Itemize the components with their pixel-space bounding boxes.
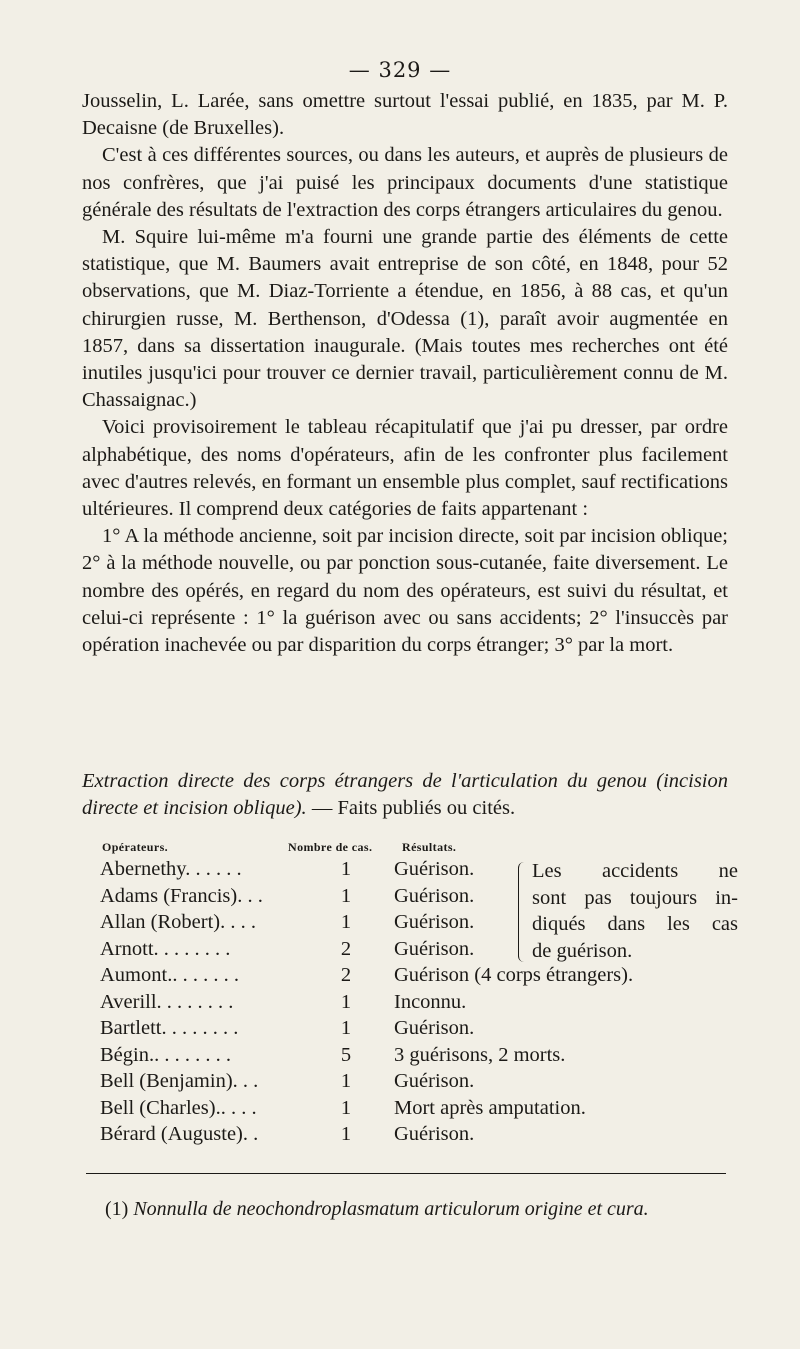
result: Mort après amputation. — [394, 1096, 586, 1119]
operator-name: Abernethy. . . . . . — [100, 858, 242, 880]
case-count: 1 — [340, 1070, 352, 1092]
result: Guérison. — [394, 1123, 475, 1145]
operator-name: Bérard (Auguste). . — [100, 1123, 259, 1145]
result: Guérison. — [394, 937, 475, 960]
section-subtitle-rest: — Faits publiés ou cités. — [306, 797, 516, 819]
result: 3 guérisons, 2 morts. — [394, 1043, 566, 1066]
result: Guérison. — [394, 858, 475, 880]
result: Guérison. — [394, 884, 475, 907]
case-count: 2 — [340, 937, 352, 960]
footnote — [105, 1198, 745, 1221]
result: Guérison. — [394, 1070, 475, 1092]
case-count: 1 — [340, 1017, 352, 1039]
operator-name: Aumont.. . . . . . . — [100, 964, 239, 986]
result: Guérison. — [394, 1017, 475, 1039]
operators-table — [100, 836, 740, 1150]
section-subtitle: (incision directe et incision oblique). — [82, 770, 729, 819]
side-note-line: de guérison. — [532, 939, 633, 962]
case-count: 1 — [340, 990, 352, 1013]
operator-name: Arnott. . . . . . . . — [100, 937, 231, 960]
paragraph: Voici provisoirement le tableau récapitulatif que j'ai pu dresser, par ordre alphabétique, des noms d'opérateurs, afin de les confronter plus facilement avec d'autres relevés, en formant un ensemble plus complet, sauf rectifications ultérieures. Il comprend deux catégories de faits appartenant : — [82, 416, 728, 521]
result: Guérison (4 corps étrangers). — [394, 964, 634, 986]
footnote-marker: (1) — [105, 1198, 129, 1220]
result: Inconnu. — [394, 990, 467, 1013]
case-count: 2 — [340, 964, 352, 986]
operator-name: Averill. . . . . . . . — [100, 990, 234, 1013]
operator-name: Bégin.. . . . . . . . — [100, 1043, 231, 1066]
case-count: 1 — [340, 858, 352, 880]
side-note-line: Les accidents ne — [532, 860, 738, 882]
case-count: 5 — [340, 1043, 352, 1066]
side-note — [524, 858, 738, 964]
table-row — [100, 991, 740, 1018]
paragraph: M. Squire lui-même m'a fourni une grande partie des éléments de cette statistique, que M. Baumers avait entreprise de son côté, en 1848, pour 52 observations, que M. Diaz-Torriente a étendue, en 1856, à 88 cas, et qu'un chirurgien russe, M. Berthenson, d'Odessa (1), paraît avoir augmentée en 1857, dans sa dissertation inaugurale. (Mais toutes mes recherches ont été inutiles jusqu'ici pour trouver ce dernier travail, particulièrement connu de M. Chassaignac.) — [82, 226, 728, 412]
table-row — [100, 1044, 740, 1071]
table-row — [100, 1123, 740, 1150]
paragraph: Jousselin, L. Larée, sans omettre surtout l'essai publié, en 1835, par M. P. Decaisne (de Bruxelles). — [82, 90, 728, 140]
table-row — [100, 1070, 740, 1097]
table-row — [100, 1097, 740, 1124]
paragraph: C'est à ces différentes sources, ou dans les auteurs, et auprès de plusieurs de nos confrères, que j'ai puisé les principaux documents d'une statistique générale des résultats de l'extraction des corps étrangers articulaires du genou. — [82, 144, 728, 221]
operator-name: Bartlett. . . . . . . . — [100, 1017, 239, 1039]
side-note-line: sont pas toujours in- — [532, 886, 738, 909]
case-count: 1 — [340, 1096, 352, 1119]
body-text — [82, 88, 728, 659]
table-header — [100, 836, 740, 858]
paragraph: 1° A la méthode ancienne, soit par incision directe, soit par incision oblique; 2° à la méthode nouvelle, ou par ponction sous-cutanée, faite diversement. Le nombre des opérés, en regard du nom des opérateurs, est suivi du résultat, et celui-ci représente : 1° la guérison avec ou sans accidents; 2° l'insuccès par opération inachevée ou par disparition du corps étranger; 3° par la mort. — [82, 525, 728, 657]
case-count: 1 — [340, 884, 352, 907]
result: Guérison. — [394, 911, 475, 933]
table-row — [100, 1017, 740, 1044]
case-count: 1 — [340, 911, 352, 933]
operator-name: Bell (Benjamin). . . — [100, 1070, 259, 1092]
header-count: Nombre de cas. — [288, 840, 373, 854]
table-row — [100, 964, 740, 991]
header-results: Résultats. — [402, 840, 457, 854]
page-number: — 329 — — [348, 58, 452, 82]
section-heading — [82, 768, 728, 822]
section-title: Extraction directe des corps étrangers de l'articulation du genou — [82, 770, 647, 792]
case-count: 1 — [340, 1123, 352, 1145]
footnote-text: Nonnulla de neochondroplasmatum articulorum origine et cura. — [133, 1198, 649, 1220]
footnote-rule — [86, 1173, 726, 1174]
operator-name: Bell (Charles).. . . . — [100, 1096, 257, 1119]
operator-name: Adams (Francis). . . — [100, 884, 263, 907]
header-operators: Opérateurs. — [102, 840, 169, 854]
side-note-line: diqués dans les cas — [532, 913, 738, 935]
operator-name: Allan (Robert). . . . — [100, 911, 256, 933]
